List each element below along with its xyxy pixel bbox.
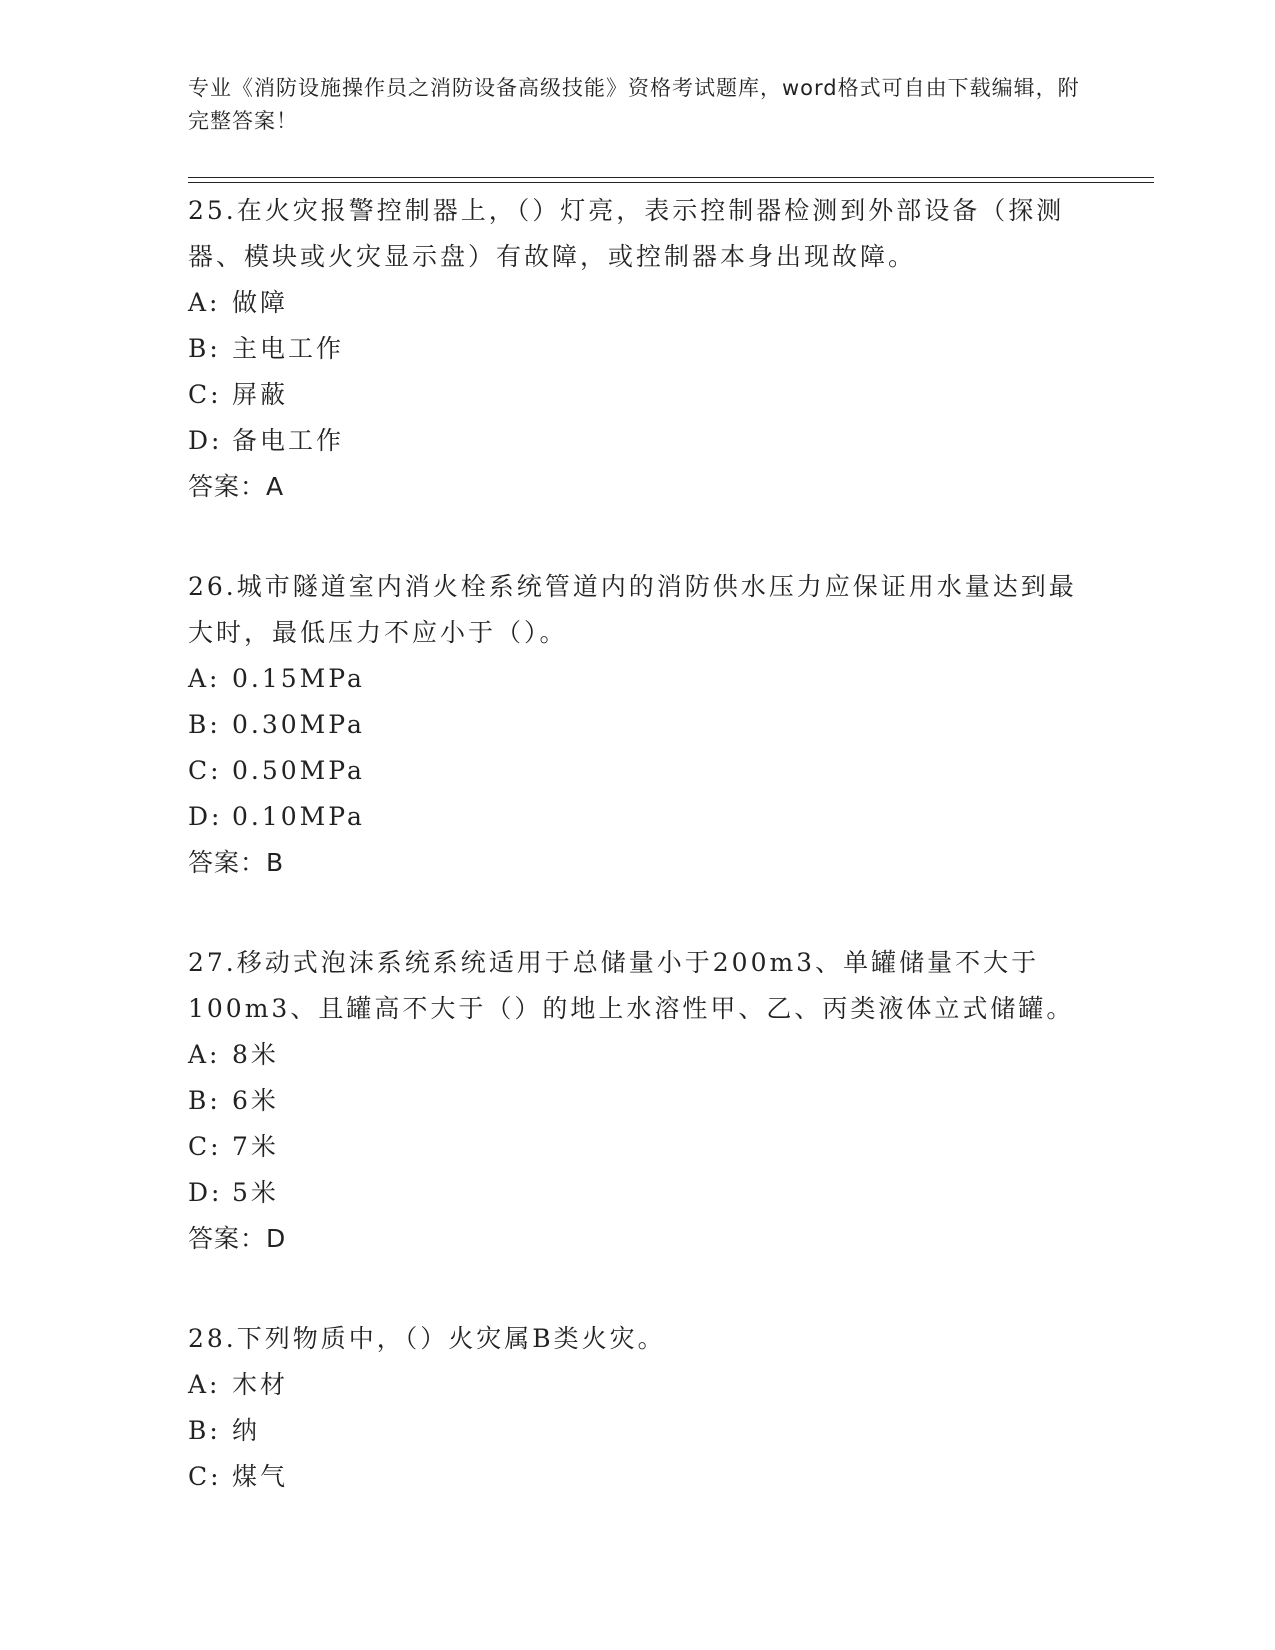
option-letter: C: — [188, 1462, 222, 1491]
question-stem: 28.下列物质中，（）火灾属B类火灾。 — [188, 1324, 666, 1353]
option-text: 0.50MPa — [232, 756, 365, 785]
option-text: 0.10MPa — [232, 802, 365, 831]
option-letter: D: — [188, 426, 223, 455]
question-28 — [188, 1316, 1088, 1500]
option-letter: A: — [188, 664, 221, 693]
option-letter: B: — [188, 334, 221, 363]
option-b — [188, 326, 1088, 372]
option-text: 7米 — [232, 1132, 279, 1161]
header-divider-top — [188, 177, 1154, 178]
option-letter: A: — [188, 1370, 221, 1399]
question-27 — [188, 940, 1088, 1262]
option-c — [188, 748, 1088, 794]
option-text: 纳 — [232, 1416, 261, 1445]
option-letter: C: — [188, 756, 222, 785]
option-text: 8米 — [232, 1040, 279, 1069]
option-d — [188, 418, 1088, 464]
answer-line: 答案：A — [188, 472, 285, 501]
option-a — [188, 656, 1088, 702]
option-letter: C: — [188, 380, 222, 409]
option-text: 5米 — [232, 1178, 279, 1207]
option-letter: D: — [188, 1178, 223, 1207]
option-text: 0.30MPa — [232, 710, 365, 739]
option-text: 6米 — [232, 1086, 279, 1115]
option-letter: D: — [188, 802, 223, 831]
option-a — [188, 1362, 1088, 1408]
option-b — [188, 702, 1088, 748]
option-c — [188, 1454, 1088, 1500]
question-stem: 27.移动式泡沫系统系统适用于总储量小于200m3、单罐储量不大于100m3、且罐高不大于（）的地上水溶性甲、乙、丙类液体立式储罐。 — [188, 948, 1075, 1023]
document-header: 专业《消防设施操作员之消防设备高级技能》资格考试题库，word格式可自由下载编辑，附完整答案！ — [188, 76, 1080, 133]
option-letter: C: — [188, 1132, 222, 1161]
option-text: 木材 — [232, 1370, 289, 1399]
option-text: 备电工作 — [232, 426, 345, 455]
header-divider-bottom — [188, 182, 1154, 183]
option-b — [188, 1078, 1088, 1124]
question-26 — [188, 564, 1088, 886]
option-d — [188, 1170, 1088, 1216]
option-c — [188, 1124, 1088, 1170]
option-text: 0.15MPa — [232, 664, 365, 693]
question-list — [188, 188, 1088, 1554]
option-d — [188, 794, 1088, 840]
option-a — [188, 1032, 1088, 1078]
option-text: 屏蔽 — [232, 380, 289, 409]
option-letter: B: — [188, 1416, 221, 1445]
option-letter: B: — [188, 710, 221, 739]
question-25 — [188, 188, 1088, 510]
option-text: 做障 — [232, 288, 289, 317]
option-text: 主电工作 — [232, 334, 345, 363]
question-stem: 25.在火灾报警控制器上，（）灯亮，表示控制器检测到外部设备（探测器、模块或火灾显示盘）有故障，或控制器本身出现故障。 — [188, 196, 1065, 271]
option-c — [188, 372, 1088, 418]
question-stem: 26.城市隧道室内消火栓系统管道内的消防供水压力应保证用水量达到最大时，最低压力不应小于（）。 — [188, 572, 1077, 647]
option-letter: B: — [188, 1086, 221, 1115]
option-a — [188, 280, 1088, 326]
answer-line: 答案：B — [188, 848, 285, 877]
option-text: 煤气 — [232, 1462, 289, 1491]
option-letter: A: — [188, 1040, 221, 1069]
answer-line: 答案：D — [188, 1224, 287, 1253]
option-b — [188, 1408, 1088, 1454]
option-letter: A: — [188, 288, 221, 317]
